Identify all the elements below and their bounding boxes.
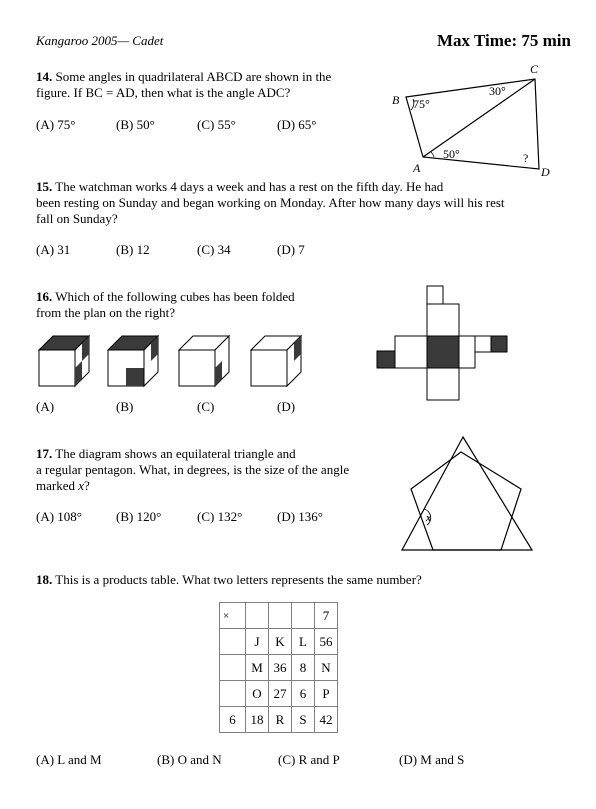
products-table xyxy=(219,602,338,733)
option-c[interactable]: (C) 55° xyxy=(197,117,236,132)
net-cell-dark xyxy=(377,351,395,368)
table-cell: S xyxy=(292,707,315,733)
table-cell: 18 xyxy=(246,707,269,733)
question-line: fall on Sunday? xyxy=(36,211,118,226)
option-d[interactable]: (D) 136° xyxy=(277,509,323,524)
question-line: been resting on Sunday and began working on Monday. After how many days will his rest xyxy=(36,195,505,210)
angle-a-arc xyxy=(431,152,434,157)
cube-a[interactable] xyxy=(39,336,89,386)
option-a[interactable]: (A) 31 xyxy=(36,242,71,257)
question-number: 16. xyxy=(36,289,53,304)
option-c[interactable]: (C) 132° xyxy=(197,509,243,524)
option-b[interactable]: (B) 12 xyxy=(116,242,150,257)
vertex-c-label: C xyxy=(530,62,539,76)
question-15-text xyxy=(36,179,505,227)
option-b[interactable]: (B) 120° xyxy=(116,509,162,524)
option-c[interactable]: (C) R and P xyxy=(278,752,340,767)
table-cell: P xyxy=(315,681,338,707)
question-line: Which of the following cubes has been folded xyxy=(55,289,295,304)
net-cell xyxy=(427,304,459,336)
table-cell: L xyxy=(292,629,315,655)
question-line: from the plan on the right? xyxy=(36,305,175,320)
net-cell-dark xyxy=(427,336,459,368)
angle-d-label: ? xyxy=(523,151,529,165)
cube-a-front xyxy=(39,350,75,386)
option-b[interactable]: (B) 50° xyxy=(116,117,155,132)
question-number: 18. xyxy=(36,572,53,587)
question-14-text xyxy=(36,69,331,101)
angle-a-label: 50° xyxy=(443,147,460,161)
net-cell xyxy=(427,286,443,304)
question-line: Some angles in quadrilateral ABCD are shown in the xyxy=(55,69,332,84)
option-d[interactable]: (D) 7 xyxy=(277,242,305,257)
angle-variable: x xyxy=(78,478,85,493)
question-line: a regular pentagon. What, in degrees, is the size of the angle xyxy=(36,462,350,477)
question-number: 15. xyxy=(36,179,53,194)
option-d[interactable]: (D) xyxy=(277,399,296,414)
question-18-text xyxy=(36,572,422,588)
table-row xyxy=(220,603,338,629)
question-line: This is a products table. What two letters represents the same number? xyxy=(55,572,422,587)
question-number: 17. xyxy=(36,446,53,461)
quadrilateral-figure xyxy=(385,58,560,183)
option-a[interactable]: (A) 75° xyxy=(36,117,76,132)
angle-c-label: 30° xyxy=(489,84,506,98)
table-cell xyxy=(269,603,292,629)
table-cell: 27 xyxy=(269,681,292,707)
table-cell: 36 xyxy=(269,655,292,681)
cube-b-front-mark xyxy=(126,368,144,386)
table-cell: 56 xyxy=(315,629,338,655)
table-cell: M xyxy=(246,655,269,681)
cube-d-front xyxy=(251,350,287,386)
question-line: The diagram shows an equilateral triangle and xyxy=(55,446,296,461)
time-limit: Max Time: 75 min xyxy=(437,31,571,50)
table-row xyxy=(220,707,338,733)
table-cell: 42 xyxy=(315,707,338,733)
contest-title: Kangaroo 2005— Cadet xyxy=(36,33,164,48)
net-cell xyxy=(395,336,427,368)
table-cell xyxy=(220,681,246,707)
table-cell: R xyxy=(269,707,292,733)
table-cell: K xyxy=(269,629,292,655)
vertex-a-label: A xyxy=(413,161,421,175)
table-row xyxy=(220,681,338,707)
option-a[interactable]: (A) L and M xyxy=(36,752,102,767)
cube-options-figure xyxy=(36,334,316,394)
vertex-b-label: B xyxy=(392,93,400,107)
regular-pentagon xyxy=(411,452,521,550)
question-17-text xyxy=(36,446,349,494)
table-cell xyxy=(220,629,246,655)
option-d[interactable]: (D) M and S xyxy=(399,752,465,767)
option-d[interactable]: (D) 65° xyxy=(277,117,317,132)
angle-x-label: x xyxy=(426,513,431,524)
table-cell xyxy=(246,603,269,629)
option-a[interactable]: (A) 108° xyxy=(36,509,82,524)
table-cell: 7 xyxy=(315,603,338,629)
net-cell-dark xyxy=(491,336,507,352)
table-cell xyxy=(220,655,246,681)
option-c[interactable]: (C) xyxy=(197,399,215,414)
table-cell: J xyxy=(246,629,269,655)
option-c[interactable]: (C) 34 xyxy=(197,242,231,257)
question-line: The watchman works 4 days a week and has a rest on the fifth day. He had xyxy=(55,179,444,194)
table-cell: 6 xyxy=(220,707,246,733)
net-cell xyxy=(459,336,475,368)
table-cell: O xyxy=(246,681,269,707)
table-cell: 8 xyxy=(292,655,315,681)
table-row xyxy=(220,629,338,655)
option-a[interactable]: (A) xyxy=(36,399,55,414)
question-16-text xyxy=(36,289,295,321)
cube-b[interactable] xyxy=(108,336,158,386)
triangle-pentagon-figure xyxy=(395,432,540,557)
cube-net-figure xyxy=(376,285,511,405)
diagonal-ac xyxy=(423,79,535,157)
option-b[interactable]: (B) O and N xyxy=(157,752,222,767)
vertex-d-label: D xyxy=(541,165,550,179)
question-line: marked xyxy=(36,478,75,493)
option-b[interactable]: (B) xyxy=(116,399,134,414)
net-cell xyxy=(475,336,491,352)
cube-d[interactable] xyxy=(251,336,301,386)
net-cell xyxy=(427,368,459,400)
table-cell: 6 xyxy=(292,681,315,707)
table-cell: N xyxy=(315,655,338,681)
equilateral-triangle xyxy=(402,437,532,550)
question-number: 14. xyxy=(36,69,53,84)
question-line: ? xyxy=(84,478,90,493)
question-line: figure. If BC = AD, then what is the angle ADC? xyxy=(36,85,291,100)
table-row xyxy=(220,655,338,681)
angle-b-label: 75° xyxy=(413,97,430,111)
table-cell xyxy=(292,603,315,629)
cube-c-front xyxy=(179,350,215,386)
cube-c[interactable] xyxy=(179,336,229,386)
table-cell: × xyxy=(220,603,246,629)
